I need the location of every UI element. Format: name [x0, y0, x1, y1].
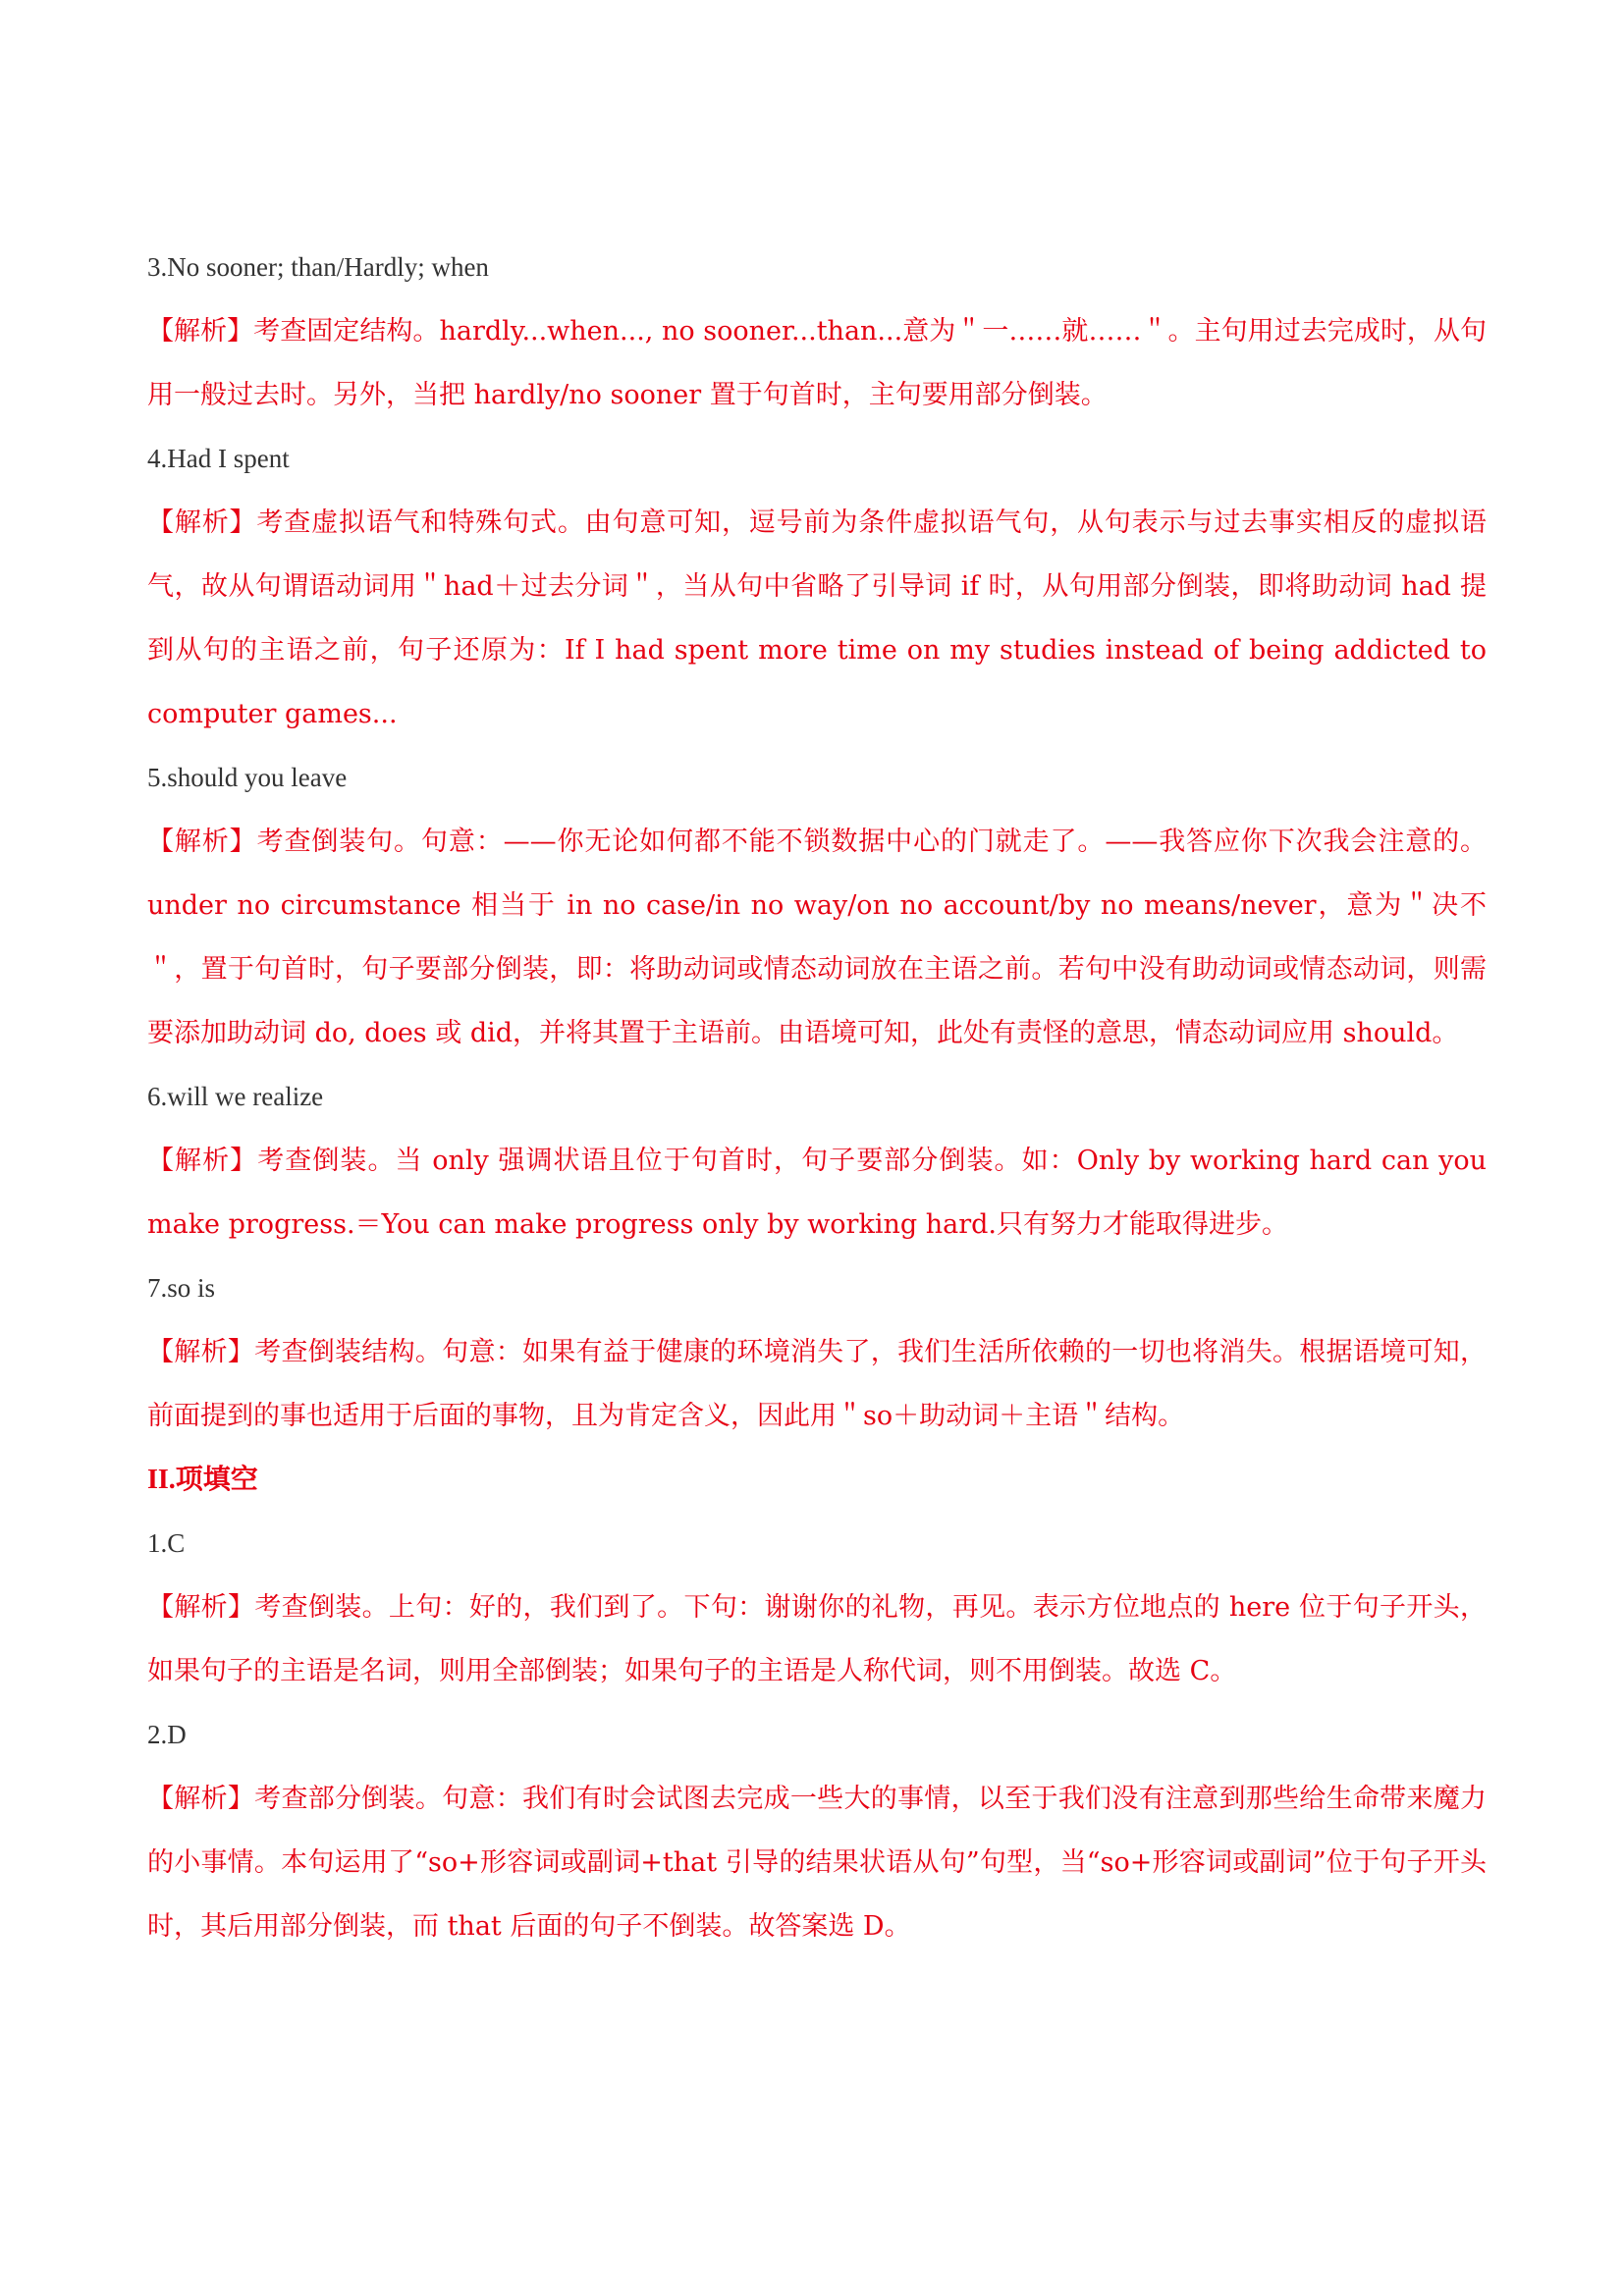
explanation-text: 考查倒装句。句意：——你无论如何都不能不锁数据中心的门就走了。——我答应你下次我会注意的。under no circumstance 相当于 in no case/in no way/on no account/by no means/never，意为＂决不＂，置于句首时，句子要部分倒装，即：将助动词或情态动词放在主语之前。若句中没有助动词或情态动词，则需要添加助动词 do, does 或 did，并将其置于主语前。由语境可知，此处有责怪的意思，情态动词应用 should。	[147, 827, 1488, 1048]
explanation-text: 考查倒装。当 only 强调状语且位于句首时，句子要部分倒装。如：Only by working hard can you make progress.＝You can make progress only by working hard.只有努力才能取得进步。	[147, 1146, 1488, 1240]
answer-7: 7.so is	[147, 1273, 216, 1303]
explanation-text: 考查倒装。上句：好的，我们到了。下句：谢谢你的礼物，再见。表示方位地点的 here 位于句子开头，如果句子的主语是名词，则用全部倒装；如果句子的主语是人称代词，则不用倒装。故选 C。	[147, 1592, 1488, 1686]
answer-5: 5.should you leave	[147, 763, 348, 792]
analysis-tag: 【解析】	[147, 1146, 258, 1176]
analysis-tag: 【解析】	[147, 827, 257, 857]
analysis-tag: 【解析】	[147, 1337, 255, 1367]
explanation-text: 考查倒装结构。句意：如果有益于健康的环境消失了，我们生活所依赖的一切也将消失。根据语境可知，前面提到的事也适用于后面的事物，且为肯定含义，因此用＂so＋助动词＋主语＂结构。	[147, 1337, 1488, 1431]
section-heading: II.项填空	[147, 1465, 258, 1495]
answer-3: 3.No sooner; than/Hardly; when	[147, 252, 489, 282]
explanation-ii-2	[147, 1767, 1487, 1958]
explanation-3	[147, 299, 1487, 427]
explanation-7	[147, 1320, 1487, 1448]
analysis-tag: 【解析】	[147, 316, 254, 347]
answer-4: 4.Had I spent	[147, 444, 290, 473]
explanation-5	[147, 810, 1487, 1065]
analysis-tag: 【解析】	[147, 1784, 255, 1814]
explanation-text: 考查部分倒装。句意：我们有时会试图去完成一些大的事情，以至于我们没有注意到那些给生命带来魔力的小事情。本句运用了“so+形容词或副词+that 引导的结果状语从句”句型，当“so+形容词或副词”位于句子开头时，其后用部分倒装，而 that 后面的句子不倒装。故答案选 D。	[147, 1784, 1488, 1942]
explanation-4	[147, 491, 1487, 746]
analysis-tag: 【解析】	[147, 507, 257, 538]
explanation-6	[147, 1129, 1487, 1256]
explanation-text: 考查固定结构。hardly...when..., no sooner...than...意为＂一……就……＂。主句用过去完成时，从句用一般过去时。另外，当把 hardly/no sooner 置于句首时，主句要用部分倒装。	[147, 316, 1487, 410]
analysis-tag: 【解析】	[147, 1592, 255, 1623]
answer-6: 6.will we realize	[147, 1082, 324, 1111]
document-page	[147, 236, 1487, 1958]
explanation-text: 考查虚拟语气和特殊句式。由句意可知，逗号前为条件虚拟语气句，从句表示与过去事实相反的虚拟语气，故从句谓语动词用＂had＋过去分词＂，当从句中省略了引导词 if 时，从句用部分倒装，即将助动词 had 提到从句的主语之前，句子还原为：If I had spent more time on my studies instead of being addicted to computer games...	[147, 507, 1488, 729]
answer-ii-2: 2.D	[147, 1720, 187, 1749]
explanation-ii-1	[147, 1575, 1487, 1703]
answer-ii-1: 1.C	[147, 1528, 186, 1558]
